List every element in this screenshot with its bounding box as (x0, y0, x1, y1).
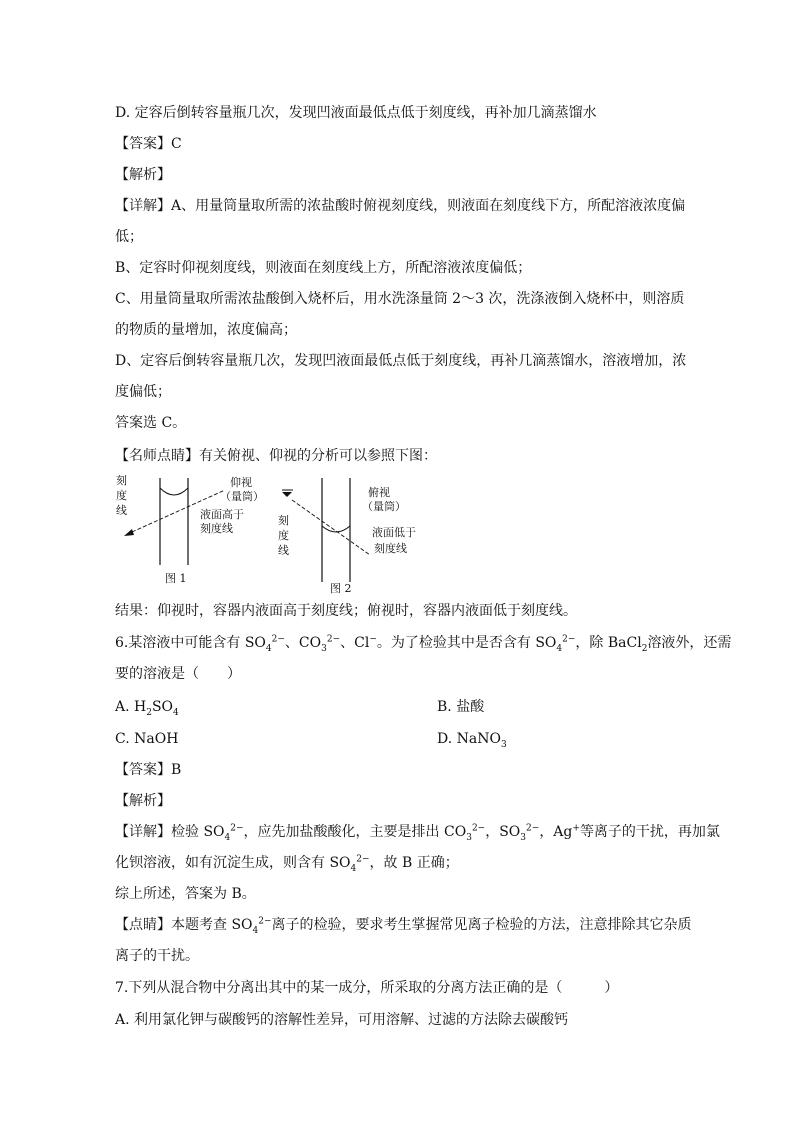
separator: 、 (340, 635, 355, 651)
detail-line-b: B、定容时仰视刻度线，则液面在刻度线上方，所配溶液浓度偏低； (115, 260, 532, 276)
answer-choice-line: 答案选 C。 (115, 415, 187, 431)
q6-line-1 (115, 634, 731, 652)
fig2-label-4: 刻度线 (374, 542, 407, 555)
q7-stem: 7.下列从混合物中分离出其中的某一成分，所采取的分离方法正确的是（ ） (115, 980, 619, 996)
figure-svg (110, 470, 450, 595)
fig1-side-2: 度 (116, 489, 127, 502)
figure-2 (278, 478, 416, 595)
eye-icon-2 (282, 492, 292, 497)
q6-line-2: 要的溶液是（ ） (115, 666, 241, 682)
ion-so4: $SO_4^{2-}$ (231, 916, 272, 936)
fig1-caption: 图 1 (165, 572, 187, 585)
detail-q6-line-2: 化钡溶液，如有沉淀生成，则含有 $SO_4^{2-}$，故 B 正确； (115, 854, 459, 874)
fig1-side-1: 刻 (116, 474, 127, 487)
ion-so4: $SO_4^{2-}$ (203, 823, 244, 843)
bacl2-sub: 2 (641, 643, 648, 654)
option-a: A. $H_2SO_4$ (115, 699, 179, 718)
q6-mid: 。为了检验其中是否含有 (376, 635, 536, 651)
fig1-label-2: （量筒） (220, 490, 264, 503)
q6-suffix-2: 溶液外，还需 (647, 635, 732, 651)
point-line-2: 离子的干扰。 (115, 948, 199, 964)
ion-so4: $SO_4^{2-}$ (244, 634, 285, 654)
fig2-side-1: 刻 (278, 514, 289, 527)
q6-suffix: ，除 BaCl (575, 635, 642, 651)
result-line: 结果：仰视时，容器内液面高于刻度线；俯视时，容器内液面低于刻度线。 (115, 603, 577, 619)
detail-line-c2: 的物质的量增加，浓度偏高； (115, 322, 297, 338)
fig2-label-3: 液面低于 (372, 526, 416, 539)
fig1-label-1: 仰视 (230, 476, 252, 489)
answer-label: 【答案】C (115, 136, 182, 152)
ion-so3: $SO_3^{2-}$ (499, 823, 540, 843)
fig2-side-3: 线 (278, 544, 289, 557)
fig2-label-2: （量筒） (362, 500, 406, 513)
q6-prefix: 6.某溶液中可能含有 (115, 635, 245, 651)
viewing-angle-figure (110, 470, 450, 595)
answer-label-q6: 【答案】B (115, 762, 182, 778)
figure-1 (116, 473, 264, 585)
fig2-label-1: 俯视 (368, 486, 390, 499)
separator: 、 (284, 635, 299, 651)
analysis-label-q6: 【解析】 (115, 793, 171, 809)
ion-co3: $CO_3^{2-}$ (298, 634, 341, 654)
option-d: D. NaNO$_3$ (437, 731, 507, 750)
fig2-side-2: 度 (278, 529, 289, 542)
detail-line-c1: C、用量筒量取所需浓盐酸倒入烧杯后，用水洗涤量筒 2～3 次，洗涤液倒入烧杯中，则溶质 (115, 291, 685, 307)
q7-option-a: A. 利用氯化钾与碳酸钙的溶解性差异，可用溶解、过滤的方法除去碳酸钙 (115, 1012, 569, 1028)
option-d-text: D. 定容后倒转容量瓶几次，发现凹液面最低点低于刻度线，再补加几滴蒸馏水 (115, 105, 597, 121)
eye-icon (124, 529, 134, 536)
fig2-caption: 图 2 (330, 582, 352, 595)
teacher-tip-line: 【名师点睛】有关俯视、仰视的分析可以参照下图： (115, 448, 437, 464)
point-line-1: 【点睛】本题考查 $SO_4^{2-}$离子的检验，要求考生掌握常见离子检验的方法，注意排除其它杂质 (115, 916, 692, 936)
option-c: C. NaOH (115, 731, 179, 747)
ion-cl: Cl− (354, 634, 377, 651)
fig1-label-4: 刻度线 (200, 522, 233, 535)
ion-co3: $CO_3^{2-}$ (444, 823, 486, 843)
fig1-label-3: 液面高于 (200, 508, 244, 521)
detail-q6-line-1: 【详解】检验 $SO_4^{2-}$，应先加盐酸酸化，主要是排出 $CO_3^{2-}$，$SO_3^{2-}$，Ag+等离子的干扰，再加氯 (115, 823, 720, 843)
option-b: B. 盐酸 (437, 699, 485, 715)
detail-line-1: 【详解】A、用量筒量取所需的浓盐酸时俯视刻度线，则液面在刻度线下方，所配溶液浓度偏 (115, 198, 686, 214)
analysis-label: 【解析】 (115, 167, 171, 183)
fig1-side-3: 线 (116, 504, 127, 517)
ion-so4: $SO_4^{2-}$ (535, 634, 576, 654)
detail-line-d1: D、定容后倒转容量瓶几次，发现凹液面最低点低于刻度线，再补几滴蒸馏水，溶液增加，浓 (115, 353, 687, 369)
detail-line-d2: 度偏低； (115, 384, 171, 400)
summary-line: 综上所述，答案为 B。 (115, 886, 256, 902)
detail-line-2: 低； (115, 229, 143, 245)
ion-so4: $SO_4^{2-}$ (329, 854, 370, 874)
